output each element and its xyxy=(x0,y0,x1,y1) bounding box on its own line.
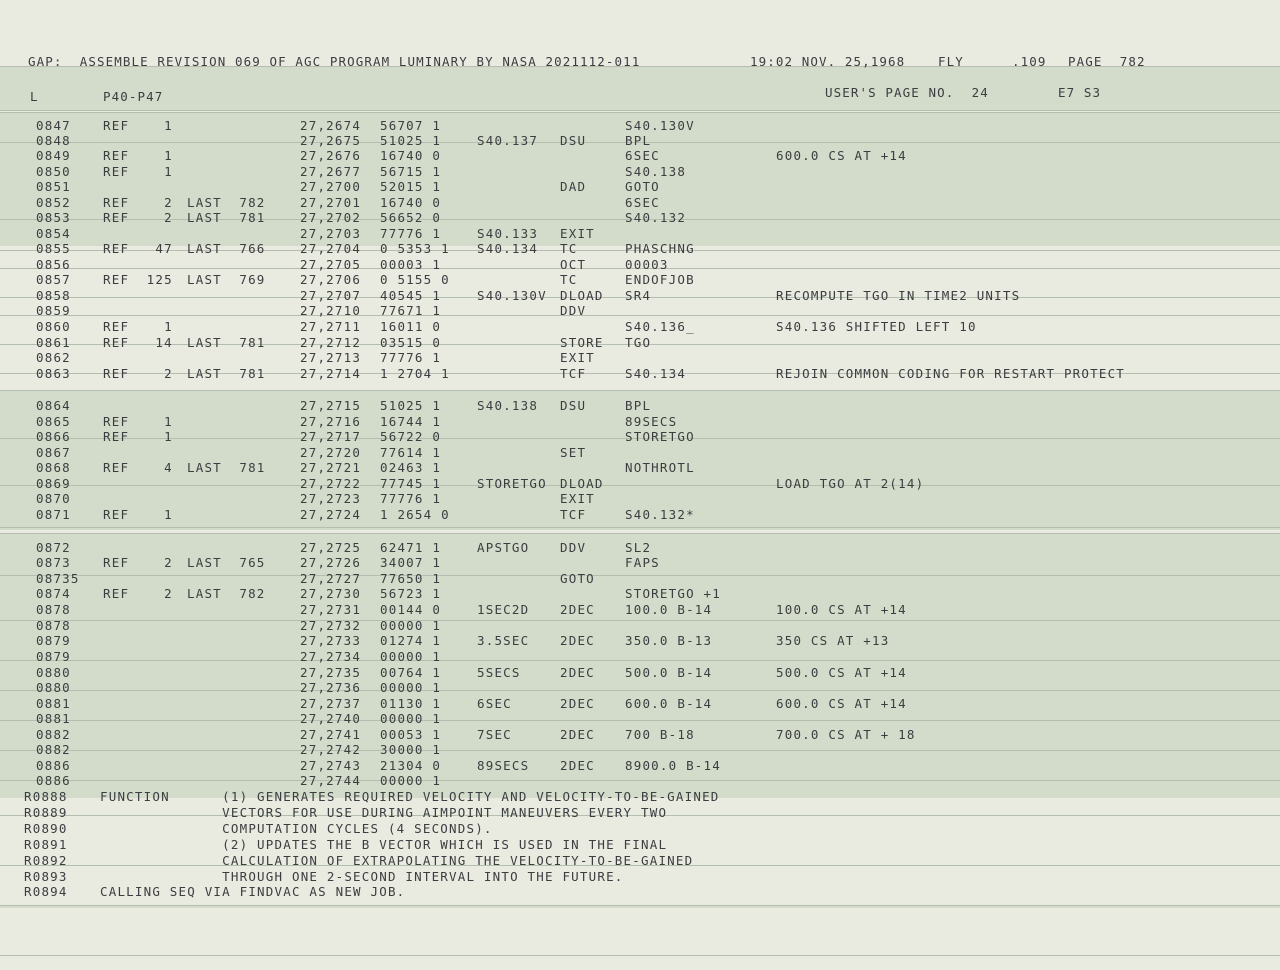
line-number: 0858 xyxy=(36,288,71,303)
line-number: 0848 xyxy=(36,133,71,148)
line-number: 0878 xyxy=(36,618,71,633)
paper-rule-line xyxy=(0,750,1280,751)
operand: 89SECS xyxy=(625,414,678,429)
operand: 350.0 B-13 xyxy=(625,633,713,648)
line-number: 0861 xyxy=(36,335,71,350)
opcode: EXIT xyxy=(560,350,595,365)
note-text: (2) UPDATES THE B VECTOR WHICH IS USED IN THE FINAL xyxy=(100,837,668,852)
operand: 00003 xyxy=(625,257,669,272)
ref-count: REF 1 xyxy=(103,507,173,522)
ref-count: REF 1 xyxy=(103,429,173,444)
octal-word: 00000 1 xyxy=(380,649,442,664)
line-number: 0886 xyxy=(36,773,71,788)
opcode: 2DEC xyxy=(560,665,595,680)
sheet-code: E7 S3 xyxy=(1058,85,1102,100)
operand: 700 B-18 xyxy=(625,727,695,742)
operand: SL2 xyxy=(625,540,652,555)
address: 27,2733 xyxy=(300,633,362,648)
paper-rule-line xyxy=(0,720,1280,721)
octal-word: 16740 0 xyxy=(380,148,442,163)
operand: 6SEC xyxy=(625,195,660,210)
line-number: 0863 xyxy=(36,366,71,381)
operand: NOTHROTL xyxy=(625,460,695,475)
address: 27,2674 xyxy=(300,118,362,133)
last-ref: LAST 766 xyxy=(187,241,266,256)
octal-word: 77776 1 xyxy=(380,226,442,241)
address: 27,2724 xyxy=(300,507,362,522)
symbol-label: S40.138 xyxy=(477,398,539,413)
page-number: PAGE 782 xyxy=(1068,54,1146,69)
opcode: TC xyxy=(560,272,578,287)
symbol-label: 5SECS xyxy=(477,665,521,680)
operand: STORETGO +1 xyxy=(625,586,721,601)
paper-rule-line xyxy=(0,315,1280,316)
octal-word: 1 2704 1 xyxy=(380,366,450,381)
octal-word: 00000 1 xyxy=(380,618,442,633)
paper-rule-line xyxy=(0,905,1280,906)
ref-count: REF 2 xyxy=(103,210,173,225)
symbol-label: 6SEC xyxy=(477,696,512,711)
ref-count: REF 2 xyxy=(103,555,173,570)
last-ref: LAST 781 xyxy=(187,460,266,475)
opcode: GOTO xyxy=(560,571,595,586)
opcode: 2DEC xyxy=(560,758,595,773)
listing-flag: L xyxy=(30,89,39,104)
line-number: 0869 xyxy=(36,476,71,491)
operand: BPL xyxy=(625,398,652,413)
opcode: TC xyxy=(560,241,578,256)
note-text: CALLING SEQ VIA FINDVAC AS NEW JOB. xyxy=(100,884,406,899)
opcode: DSU xyxy=(560,133,587,148)
octal-word: 00053 1 xyxy=(380,727,442,742)
line-number: 0868 xyxy=(36,460,71,475)
address: 27,2727 xyxy=(300,571,362,586)
opcode: 2DEC xyxy=(560,602,595,617)
octal-word: 56652 0 xyxy=(380,210,442,225)
operand: 8900.0 B-14 xyxy=(625,758,721,773)
address: 27,2715 xyxy=(300,398,362,413)
ref-count: REF 2 xyxy=(103,195,173,210)
address: 27,2713 xyxy=(300,350,362,365)
opcode: TCF xyxy=(560,366,587,381)
opcode: DDV xyxy=(560,540,587,555)
octal-word: 02463 1 xyxy=(380,460,442,475)
paper-rule-line xyxy=(0,660,1280,661)
line-number: 0870 xyxy=(36,491,71,506)
ref-count: REF 1 xyxy=(103,414,173,429)
address: 27,2721 xyxy=(300,460,362,475)
symbol-label: S40.134 xyxy=(477,241,539,256)
listing-title: GAP: ASSEMBLE REVISION 069 OF AGC PROGRAM LUMINARY BY NASA 2021112-011 xyxy=(28,54,641,69)
address: 27,2736 xyxy=(300,680,362,695)
opcode: 2DEC xyxy=(560,696,595,711)
octal-word: 01274 1 xyxy=(380,633,442,648)
line-number: 0862 xyxy=(36,350,71,365)
address: 27,2707 xyxy=(300,288,362,303)
line-number: 0850 xyxy=(36,164,71,179)
octal-word: 1 2654 0 xyxy=(380,507,450,522)
octal-word: 77776 1 xyxy=(380,491,442,506)
line-number: 0857 xyxy=(36,272,71,287)
ref-count: REF 2 xyxy=(103,366,173,381)
operand: 500.0 B-14 xyxy=(625,665,713,680)
opcode: 2DEC xyxy=(560,727,595,742)
octal-word: 56707 1 xyxy=(380,118,442,133)
symbol-label: S40.130V xyxy=(477,288,547,303)
line-number: 0856 xyxy=(36,257,71,272)
octal-word: 56722 0 xyxy=(380,429,442,444)
octal-word: 01130 1 xyxy=(380,696,442,711)
octal-word: 77776 1 xyxy=(380,350,442,365)
line-number: 0872 xyxy=(36,540,71,555)
paper-rule-line xyxy=(0,620,1280,621)
operand: S40.130V xyxy=(625,118,695,133)
line-number: 0880 xyxy=(36,680,71,695)
line-number: 0864 xyxy=(36,398,71,413)
opcode: EXIT xyxy=(560,491,595,506)
paper-rule-line xyxy=(0,955,1280,956)
ref-count: REF 1 xyxy=(103,164,173,179)
address: 27,2734 xyxy=(300,649,362,664)
note-text: FUNCTION (1) GENERATES REQUIRED VELOCITY AND VELOCITY-TO-BE-GAINED xyxy=(100,789,720,804)
octal-word: 00000 1 xyxy=(380,711,442,726)
line-number: 0866 xyxy=(36,429,71,444)
paper-rule-line xyxy=(0,112,1280,113)
address: 27,2677 xyxy=(300,164,362,179)
octal-word: 62471 1 xyxy=(380,540,442,555)
opcode: TCF xyxy=(560,507,587,522)
operand: TGO xyxy=(625,335,652,350)
last-ref: LAST 782 xyxy=(187,195,266,210)
line-number: 0871 xyxy=(36,507,71,522)
program-range: P40-P47 xyxy=(103,89,164,104)
line-number: 0882 xyxy=(36,727,71,742)
octal-word: 40545 1 xyxy=(380,288,442,303)
last-ref: LAST 781 xyxy=(187,335,266,350)
comment: S40.136 SHIFTED LEFT 10 xyxy=(776,319,977,334)
address: 27,2722 xyxy=(300,476,362,491)
address: 27,2716 xyxy=(300,414,362,429)
operand: S40.134 xyxy=(625,366,687,381)
address: 27,2676 xyxy=(300,148,362,163)
operand: 100.0 B-14 xyxy=(625,602,713,617)
line-number: 0847 xyxy=(36,118,71,133)
comment: RECOMPUTE TGO IN TIME2 UNITS xyxy=(776,288,1021,303)
address: 27,2675 xyxy=(300,133,362,148)
line-number: 0851 xyxy=(36,179,71,194)
address: 27,2720 xyxy=(300,445,362,460)
address: 27,2731 xyxy=(300,602,362,617)
note-text: COMPUTATION CYCLES (4 SECONDS). xyxy=(100,821,493,836)
address: 27,2710 xyxy=(300,303,362,318)
operand: S40.132 xyxy=(625,210,687,225)
opcode: DLOAD xyxy=(560,288,604,303)
operand: GOTO xyxy=(625,179,660,194)
ref-count: REF 47 xyxy=(103,241,173,256)
line-number: 0873 xyxy=(36,555,71,570)
octal-word: 52015 1 xyxy=(380,179,442,194)
address: 27,2737 xyxy=(300,696,362,711)
line-number: 0860 xyxy=(36,319,71,334)
address: 27,2717 xyxy=(300,429,362,444)
line-number: 0880 xyxy=(36,665,71,680)
opcode: OCT xyxy=(560,257,587,272)
octal-word: 77650 1 xyxy=(380,571,442,586)
line-number: 0852 xyxy=(36,195,71,210)
octal-word: 16011 0 xyxy=(380,319,442,334)
assembly-mode: FLY xyxy=(938,54,964,69)
octal-word: 00764 1 xyxy=(380,665,442,680)
operand: FAPS xyxy=(625,555,660,570)
address: 27,2744 xyxy=(300,773,362,788)
note-text: CALCULATION OF EXTRAPOLATING THE VELOCITY-TO-BE-GAINED xyxy=(100,853,694,868)
octal-word: 34007 1 xyxy=(380,555,442,570)
octal-word: 16740 0 xyxy=(380,195,442,210)
note-line-number: R0889 xyxy=(24,805,68,820)
last-ref: LAST 765 xyxy=(187,555,266,570)
operand: 6SEC xyxy=(625,148,660,163)
note-line-number: R0894 xyxy=(24,884,68,899)
operand: STORETGO xyxy=(625,429,695,444)
opcode: DAD xyxy=(560,179,587,194)
line-number: 0879 xyxy=(36,633,71,648)
line-number: 0881 xyxy=(36,711,71,726)
octal-word: 16744 1 xyxy=(380,414,442,429)
address: 27,2730 xyxy=(300,586,362,601)
note-line-number: R0891 xyxy=(24,837,68,852)
operand: S40.136_ xyxy=(625,319,695,334)
paper-rule-line xyxy=(0,110,1280,111)
note-line-number: R0888 xyxy=(24,789,68,804)
address: 27,2723 xyxy=(300,491,362,506)
address: 27,2735 xyxy=(300,665,362,680)
octal-word: 77671 1 xyxy=(380,303,442,318)
address: 27,2701 xyxy=(300,195,362,210)
line-number: 08735 xyxy=(36,571,80,586)
symbol-label: STORETGO xyxy=(477,476,547,491)
line-number: 0853 xyxy=(36,210,71,225)
ref-count: REF 1 xyxy=(103,319,173,334)
octal-word: 00144 0 xyxy=(380,602,442,617)
opcode: DDV xyxy=(560,303,587,318)
octal-word: 00003 1 xyxy=(380,257,442,272)
comment: 700.0 CS AT + 18 xyxy=(776,727,916,742)
note-text: VECTORS FOR USE DURING AIMPOINT MANEUVERS EVERY TWO xyxy=(100,805,668,820)
ref-count: REF 1 xyxy=(103,118,173,133)
ref-count: REF 4 xyxy=(103,460,173,475)
last-ref: LAST 782 xyxy=(187,586,266,601)
line-number: 0867 xyxy=(36,445,71,460)
comment: 350 CS AT +13 xyxy=(776,633,890,648)
paper-rule-line xyxy=(0,780,1280,781)
ref-count: REF 14 xyxy=(103,335,173,350)
address: 27,2743 xyxy=(300,758,362,773)
address: 27,2705 xyxy=(300,257,362,272)
paper-rule-line xyxy=(0,575,1280,576)
comment: 100.0 CS AT +14 xyxy=(776,602,907,617)
paper-rule-line xyxy=(0,527,1280,528)
symbol-label: 3.5SEC xyxy=(477,633,530,648)
operand: BPL xyxy=(625,133,652,148)
address: 27,2702 xyxy=(300,210,362,225)
ref-count: REF 1 xyxy=(103,148,173,163)
line-number: 0878 xyxy=(36,602,71,617)
line-number: 0849 xyxy=(36,148,71,163)
operand: SR4 xyxy=(625,288,652,303)
address: 27,2714 xyxy=(300,366,362,381)
address: 27,2741 xyxy=(300,727,362,742)
symbol-label: S40.133 xyxy=(477,226,539,241)
symbol-label: 7SEC xyxy=(477,727,512,742)
octal-word: 51025 1 xyxy=(380,398,442,413)
operand: ENDOFJOB xyxy=(625,272,695,287)
octal-word: 77745 1 xyxy=(380,476,442,491)
note-text: THROUGH ONE 2-SECOND INTERVAL INTO THE FUTURE. xyxy=(100,869,624,884)
octal-word: 21304 0 xyxy=(380,758,442,773)
address: 27,2711 xyxy=(300,319,362,334)
opcode: SET xyxy=(560,445,587,460)
line-number: 0865 xyxy=(36,414,71,429)
symbol-label: APSTGO xyxy=(477,540,530,555)
line-number: 0874 xyxy=(36,586,71,601)
octal-word: 56715 1 xyxy=(380,164,442,179)
paper-rule-line xyxy=(0,533,1280,534)
comment: 600.0 CS AT +14 xyxy=(776,148,907,163)
line-number: 0882 xyxy=(36,742,71,757)
line-number: 0859 xyxy=(36,303,71,318)
run-code: .109 xyxy=(1012,54,1047,69)
octal-word: 51025 1 xyxy=(380,133,442,148)
address: 27,2725 xyxy=(300,540,362,555)
octal-word: 00000 1 xyxy=(380,773,442,788)
address: 27,2726 xyxy=(300,555,362,570)
octal-word: 30000 1 xyxy=(380,742,442,757)
address: 27,2740 xyxy=(300,711,362,726)
address: 27,2700 xyxy=(300,179,362,194)
ref-count: REF 125 xyxy=(103,272,173,287)
paper-rule-line xyxy=(0,690,1280,691)
opcode: EXIT xyxy=(560,226,595,241)
operand: PHASCHNG xyxy=(625,241,695,256)
symbol-label: 1SEC2D xyxy=(477,602,530,617)
note-line-number: R0890 xyxy=(24,821,68,836)
line-number: 0879 xyxy=(36,649,71,664)
octal-word: 03515 0 xyxy=(380,335,442,350)
octal-word: 0 5353 1 xyxy=(380,241,450,256)
paper-rule-line xyxy=(0,390,1280,391)
octal-word: 00000 1 xyxy=(380,680,442,695)
address: 27,2704 xyxy=(300,241,362,256)
symbol-label: 89SECS xyxy=(477,758,530,773)
comment: LOAD TGO AT 2(14) xyxy=(776,476,925,491)
octal-word: 0 5155 0 xyxy=(380,272,450,287)
comment: 500.0 CS AT +14 xyxy=(776,665,907,680)
comment: 600.0 CS AT +14 xyxy=(776,696,907,711)
opcode: DSU xyxy=(560,398,587,413)
opcode: DLOAD xyxy=(560,476,604,491)
address: 27,2742 xyxy=(300,742,362,757)
line-number: 0854 xyxy=(36,226,71,241)
address: 27,2712 xyxy=(300,335,362,350)
paper-rule-line xyxy=(0,485,1280,486)
octal-word: 56723 1 xyxy=(380,586,442,601)
operand: S40.138 xyxy=(625,164,687,179)
address: 27,2703 xyxy=(300,226,362,241)
operand: S40.132* xyxy=(625,507,695,522)
last-ref: LAST 781 xyxy=(187,366,266,381)
comment: REJOIN COMMON CODING FOR RESTART PROTECT xyxy=(776,366,1126,381)
octal-word: 77614 1 xyxy=(380,445,442,460)
print-timestamp: 19:02 NOV. 25,1968 xyxy=(750,54,906,69)
opcode: 2DEC xyxy=(560,633,595,648)
line-number: 0886 xyxy=(36,758,71,773)
last-ref: LAST 781 xyxy=(187,210,266,225)
line-number: 0855 xyxy=(36,241,71,256)
opcode: STORE xyxy=(560,335,604,350)
last-ref: LAST 769 xyxy=(187,272,266,287)
note-line-number: R0893 xyxy=(24,869,68,884)
address: 27,2732 xyxy=(300,618,362,633)
symbol-label: S40.137 xyxy=(477,133,539,148)
operand: 600.0 B-14 xyxy=(625,696,713,711)
ref-count: REF 2 xyxy=(103,586,173,601)
address: 27,2706 xyxy=(300,272,362,287)
users-page-number: USER'S PAGE NO. 24 xyxy=(825,85,989,100)
line-number: 0881 xyxy=(36,696,71,711)
note-line-number: R0892 xyxy=(24,853,68,868)
